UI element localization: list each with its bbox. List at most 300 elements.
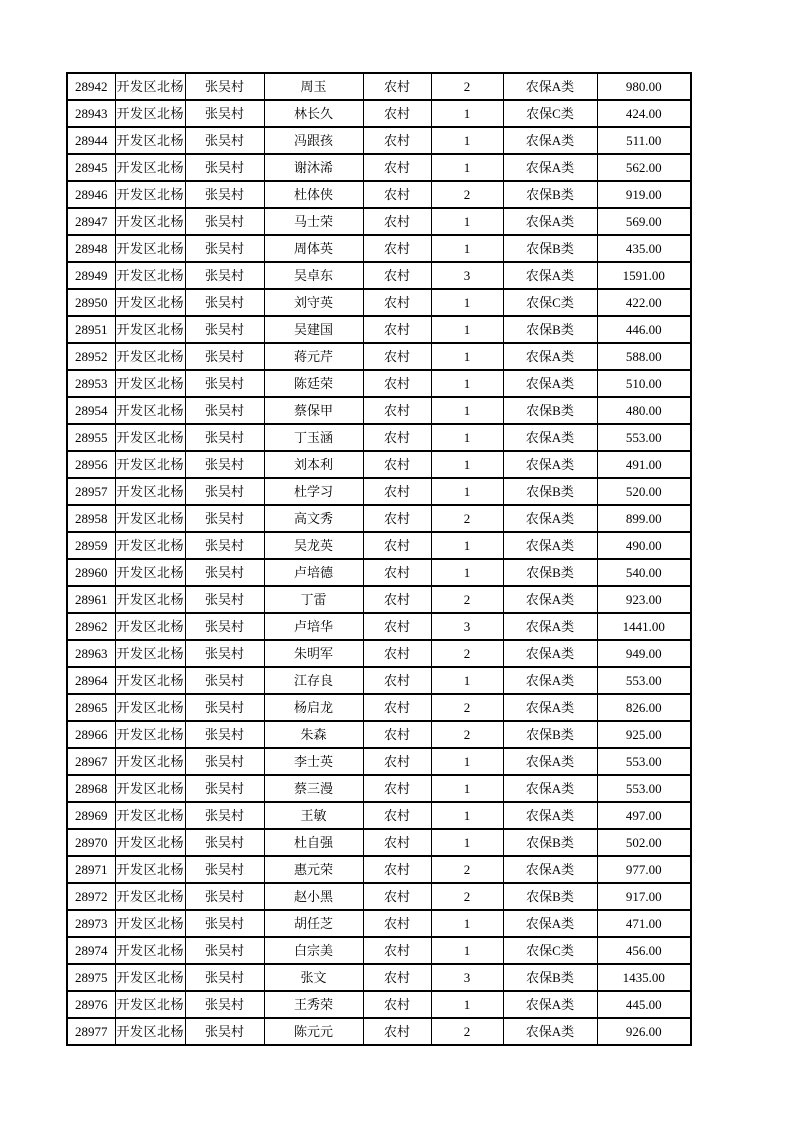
cell-area-type: 农村	[363, 613, 431, 640]
cell-amount: 540.00	[597, 559, 691, 586]
cell-category: 农保B类	[503, 721, 597, 748]
cell-area-type: 农村	[363, 883, 431, 910]
cell-amount: 553.00	[597, 424, 691, 451]
cell-category: 农保A类	[503, 694, 597, 721]
cell-amount: 899.00	[597, 505, 691, 532]
cell-name: 张文	[264, 964, 363, 991]
cell-amount: 826.00	[597, 694, 691, 721]
cell-area-type: 农村	[363, 775, 431, 802]
cell-village: 张吴村	[185, 532, 264, 559]
cell-amount: 480.00	[597, 397, 691, 424]
cell-village: 张吴村	[185, 856, 264, 883]
cell-district: 开发区北杨	[115, 613, 185, 640]
cell-name: 刘本利	[264, 451, 363, 478]
cell-village: 张吴村	[185, 775, 264, 802]
cell-count: 2	[431, 694, 503, 721]
cell-category: 农保A类	[503, 613, 597, 640]
table-row	[67, 775, 691, 802]
table-row	[67, 910, 691, 937]
cell-amount: 569.00	[597, 208, 691, 235]
table-row	[67, 289, 691, 316]
table-row	[67, 667, 691, 694]
cell-area-type: 农村	[363, 478, 431, 505]
cell-district: 开发区北杨	[115, 748, 185, 775]
cell-village: 张吴村	[185, 316, 264, 343]
cell-id: 28953	[67, 370, 115, 397]
cell-count: 1	[431, 559, 503, 586]
cell-amount: 923.00	[597, 586, 691, 613]
cell-district: 开发区北杨	[115, 640, 185, 667]
cell-category: 农保B类	[503, 181, 597, 208]
cell-category: 农保A类	[503, 991, 597, 1018]
cell-village: 张吴村	[185, 694, 264, 721]
table-row	[67, 802, 691, 829]
cell-id: 28954	[67, 397, 115, 424]
cell-village: 张吴村	[185, 181, 264, 208]
cell-area-type: 农村	[363, 127, 431, 154]
cell-name: 李士英	[264, 748, 363, 775]
cell-count: 2	[431, 73, 503, 100]
cell-id: 28968	[67, 775, 115, 802]
cell-district: 开发区北杨	[115, 532, 185, 559]
cell-district: 开发区北杨	[115, 559, 185, 586]
table-row	[67, 100, 691, 127]
table-row	[67, 748, 691, 775]
cell-district: 开发区北杨	[115, 883, 185, 910]
table-row	[67, 694, 691, 721]
cell-area-type: 农村	[363, 721, 431, 748]
cell-area-type: 农村	[363, 262, 431, 289]
cell-id: 28964	[67, 667, 115, 694]
cell-district: 开发区北杨	[115, 667, 185, 694]
cell-count: 2	[431, 586, 503, 613]
payment-table-body	[67, 73, 691, 1045]
cell-id: 28972	[67, 883, 115, 910]
cell-id: 28962	[67, 613, 115, 640]
cell-district: 开发区北杨	[115, 424, 185, 451]
cell-village: 张吴村	[185, 127, 264, 154]
cell-id: 28952	[67, 343, 115, 370]
table-row	[67, 559, 691, 586]
cell-district: 开发区北杨	[115, 505, 185, 532]
cell-area-type: 农村	[363, 100, 431, 127]
cell-village: 张吴村	[185, 964, 264, 991]
cell-name: 高文秀	[264, 505, 363, 532]
cell-amount: 553.00	[597, 748, 691, 775]
cell-village: 张吴村	[185, 424, 264, 451]
cell-count: 1	[431, 397, 503, 424]
cell-district: 开发区北杨	[115, 694, 185, 721]
cell-name: 杨启龙	[264, 694, 363, 721]
cell-count: 1	[431, 829, 503, 856]
cell-village: 张吴村	[185, 559, 264, 586]
cell-area-type: 农村	[363, 640, 431, 667]
cell-id: 28960	[67, 559, 115, 586]
cell-area-type: 农村	[363, 208, 431, 235]
cell-name: 胡任芝	[264, 910, 363, 937]
cell-village: 张吴村	[185, 910, 264, 937]
cell-area-type: 农村	[363, 937, 431, 964]
cell-count: 1	[431, 343, 503, 370]
cell-area-type: 农村	[363, 451, 431, 478]
cell-count: 2	[431, 856, 503, 883]
cell-id: 28951	[67, 316, 115, 343]
cell-id: 28949	[67, 262, 115, 289]
cell-count: 3	[431, 613, 503, 640]
table-row	[67, 73, 691, 100]
cell-district: 开发区北杨	[115, 343, 185, 370]
cell-category: 农保A类	[503, 262, 597, 289]
table-row	[67, 208, 691, 235]
cell-category: 农保A类	[503, 208, 597, 235]
cell-district: 开发区北杨	[115, 73, 185, 100]
cell-category: 农保A类	[503, 775, 597, 802]
cell-area-type: 农村	[363, 559, 431, 586]
cell-name: 陈元元	[264, 1018, 363, 1045]
table-row	[67, 451, 691, 478]
cell-village: 张吴村	[185, 262, 264, 289]
cell-category: 农保B类	[503, 316, 597, 343]
table-row	[67, 640, 691, 667]
cell-id: 28966	[67, 721, 115, 748]
cell-area-type: 农村	[363, 964, 431, 991]
cell-village: 张吴村	[185, 1018, 264, 1045]
cell-amount: 926.00	[597, 1018, 691, 1045]
cell-village: 张吴村	[185, 235, 264, 262]
cell-name: 卢培华	[264, 613, 363, 640]
cell-village: 张吴村	[185, 73, 264, 100]
cell-category: 农保B类	[503, 235, 597, 262]
cell-district: 开发区北杨	[115, 856, 185, 883]
cell-count: 1	[431, 667, 503, 694]
cell-category: 农保A类	[503, 802, 597, 829]
cell-area-type: 农村	[363, 532, 431, 559]
cell-category: 农保B类	[503, 964, 597, 991]
cell-amount: 1591.00	[597, 262, 691, 289]
cell-district: 开发区北杨	[115, 775, 185, 802]
cell-area-type: 农村	[363, 586, 431, 613]
cell-village: 张吴村	[185, 667, 264, 694]
cell-district: 开发区北杨	[115, 127, 185, 154]
cell-name: 丁玉涵	[264, 424, 363, 451]
cell-category: 农保A类	[503, 154, 597, 181]
table-row	[67, 856, 691, 883]
cell-category: 农保A类	[503, 856, 597, 883]
cell-amount: 510.00	[597, 370, 691, 397]
cell-name: 蔡三漫	[264, 775, 363, 802]
cell-village: 张吴村	[185, 721, 264, 748]
cell-amount: 456.00	[597, 937, 691, 964]
table-row	[67, 154, 691, 181]
cell-count: 1	[431, 478, 503, 505]
table-row	[67, 343, 691, 370]
cell-category: 农保A类	[503, 1018, 597, 1045]
cell-district: 开发区北杨	[115, 451, 185, 478]
table-row	[67, 262, 691, 289]
cell-id: 28967	[67, 748, 115, 775]
cell-category: 农保A类	[503, 640, 597, 667]
cell-count: 2	[431, 883, 503, 910]
cell-name: 周玉	[264, 73, 363, 100]
cell-village: 张吴村	[185, 829, 264, 856]
cell-count: 1	[431, 748, 503, 775]
table-row	[67, 586, 691, 613]
cell-count: 2	[431, 721, 503, 748]
cell-name: 朱明军	[264, 640, 363, 667]
cell-category: 农保A类	[503, 667, 597, 694]
cell-id: 28975	[67, 964, 115, 991]
cell-name: 蔡保甲	[264, 397, 363, 424]
cell-name: 刘守英	[264, 289, 363, 316]
cell-category: 农保A类	[503, 73, 597, 100]
cell-area-type: 农村	[363, 370, 431, 397]
cell-id: 28946	[67, 181, 115, 208]
cell-amount: 980.00	[597, 73, 691, 100]
cell-area-type: 农村	[363, 424, 431, 451]
cell-count: 1	[431, 154, 503, 181]
cell-id: 28965	[67, 694, 115, 721]
cell-amount: 490.00	[597, 532, 691, 559]
cell-district: 开发区北杨	[115, 100, 185, 127]
cell-count: 1	[431, 370, 503, 397]
cell-area-type: 农村	[363, 73, 431, 100]
cell-village: 张吴村	[185, 802, 264, 829]
cell-id: 28977	[67, 1018, 115, 1045]
cell-amount: 553.00	[597, 667, 691, 694]
cell-id: 28961	[67, 586, 115, 613]
cell-category: 农保B类	[503, 829, 597, 856]
table-row	[67, 127, 691, 154]
cell-count: 2	[431, 181, 503, 208]
cell-area-type: 农村	[363, 667, 431, 694]
cell-amount: 491.00	[597, 451, 691, 478]
cell-amount: 422.00	[597, 289, 691, 316]
cell-id: 28963	[67, 640, 115, 667]
cell-name: 吴建国	[264, 316, 363, 343]
cell-amount: 553.00	[597, 775, 691, 802]
cell-id: 28969	[67, 802, 115, 829]
cell-count: 1	[431, 208, 503, 235]
cell-name: 冯跟孩	[264, 127, 363, 154]
cell-name: 蒋元芹	[264, 343, 363, 370]
cell-village: 张吴村	[185, 478, 264, 505]
cell-amount: 917.00	[597, 883, 691, 910]
cell-count: 1	[431, 991, 503, 1018]
cell-name: 朱森	[264, 721, 363, 748]
cell-id: 28974	[67, 937, 115, 964]
cell-id: 28948	[67, 235, 115, 262]
cell-area-type: 农村	[363, 505, 431, 532]
cell-district: 开发区北杨	[115, 1018, 185, 1045]
cell-category: 农保C类	[503, 289, 597, 316]
table-row	[67, 478, 691, 505]
cell-area-type: 农村	[363, 694, 431, 721]
cell-amount: 511.00	[597, 127, 691, 154]
cell-village: 张吴村	[185, 370, 264, 397]
cell-id: 28973	[67, 910, 115, 937]
cell-category: 农保A类	[503, 532, 597, 559]
cell-district: 开发区北杨	[115, 181, 185, 208]
cell-id: 28971	[67, 856, 115, 883]
cell-name: 杜学习	[264, 478, 363, 505]
cell-amount: 424.00	[597, 100, 691, 127]
table-row	[67, 613, 691, 640]
cell-id: 28942	[67, 73, 115, 100]
cell-amount: 1435.00	[597, 964, 691, 991]
cell-count: 1	[431, 451, 503, 478]
cell-amount: 471.00	[597, 910, 691, 937]
cell-amount: 446.00	[597, 316, 691, 343]
cell-district: 开发区北杨	[115, 154, 185, 181]
cell-count: 1	[431, 910, 503, 937]
cell-id: 28957	[67, 478, 115, 505]
cell-village: 张吴村	[185, 451, 264, 478]
table-row	[67, 532, 691, 559]
cell-category: 农保C类	[503, 937, 597, 964]
cell-id: 28956	[67, 451, 115, 478]
cell-amount: 1441.00	[597, 613, 691, 640]
cell-amount: 497.00	[597, 802, 691, 829]
table-row	[67, 937, 691, 964]
cell-amount: 562.00	[597, 154, 691, 181]
cell-category: 农保A类	[503, 127, 597, 154]
cell-district: 开发区北杨	[115, 910, 185, 937]
cell-name: 谢沐浠	[264, 154, 363, 181]
cell-village: 张吴村	[185, 640, 264, 667]
cell-village: 张吴村	[185, 991, 264, 1018]
cell-id: 28947	[67, 208, 115, 235]
cell-category: 农保A类	[503, 451, 597, 478]
cell-count: 2	[431, 1018, 503, 1045]
table-row	[67, 721, 691, 748]
cell-amount: 435.00	[597, 235, 691, 262]
cell-amount: 949.00	[597, 640, 691, 667]
table-row	[67, 991, 691, 1018]
cell-category: 农保A类	[503, 505, 597, 532]
cell-category: 农保B类	[503, 397, 597, 424]
cell-name: 周体英	[264, 235, 363, 262]
cell-village: 张吴村	[185, 586, 264, 613]
cell-category: 农保B类	[503, 883, 597, 910]
cell-category: 农保B类	[503, 478, 597, 505]
cell-area-type: 农村	[363, 991, 431, 1018]
cell-village: 张吴村	[185, 937, 264, 964]
cell-village: 张吴村	[185, 613, 264, 640]
cell-area-type: 农村	[363, 748, 431, 775]
cell-category: 农保A类	[503, 748, 597, 775]
cell-area-type: 农村	[363, 235, 431, 262]
cell-name: 杜自强	[264, 829, 363, 856]
cell-count: 1	[431, 235, 503, 262]
table-row	[67, 181, 691, 208]
cell-area-type: 农村	[363, 397, 431, 424]
table-row	[67, 370, 691, 397]
cell-village: 张吴村	[185, 154, 264, 181]
cell-count: 3	[431, 964, 503, 991]
cell-area-type: 农村	[363, 316, 431, 343]
cell-name: 吴龙英	[264, 532, 363, 559]
cell-category: 农保B类	[503, 559, 597, 586]
cell-amount: 520.00	[597, 478, 691, 505]
cell-count: 2	[431, 505, 503, 532]
cell-count: 2	[431, 640, 503, 667]
cell-name: 王敏	[264, 802, 363, 829]
cell-id: 28958	[67, 505, 115, 532]
cell-id: 28944	[67, 127, 115, 154]
table-row	[67, 829, 691, 856]
cell-village: 张吴村	[185, 289, 264, 316]
cell-name: 卢培德	[264, 559, 363, 586]
cell-district: 开发区北杨	[115, 829, 185, 856]
cell-name: 江存良	[264, 667, 363, 694]
cell-name: 白宗美	[264, 937, 363, 964]
cell-village: 张吴村	[185, 343, 264, 370]
cell-category: 农保A类	[503, 586, 597, 613]
cell-count: 1	[431, 100, 503, 127]
cell-name: 陈廷荣	[264, 370, 363, 397]
cell-village: 张吴村	[185, 100, 264, 127]
cell-district: 开发区北杨	[115, 991, 185, 1018]
cell-name: 林长久	[264, 100, 363, 127]
cell-category: 农保A类	[503, 910, 597, 937]
table-row	[67, 235, 691, 262]
cell-count: 1	[431, 289, 503, 316]
table-row	[67, 883, 691, 910]
cell-count: 3	[431, 262, 503, 289]
cell-area-type: 农村	[363, 154, 431, 181]
table-row	[67, 1018, 691, 1045]
payment-table	[66, 72, 692, 1046]
cell-amount: 588.00	[597, 343, 691, 370]
payment-table-container	[66, 72, 690, 1046]
cell-district: 开发区北杨	[115, 802, 185, 829]
cell-area-type: 农村	[363, 181, 431, 208]
cell-district: 开发区北杨	[115, 316, 185, 343]
cell-name: 吴卓东	[264, 262, 363, 289]
cell-district: 开发区北杨	[115, 478, 185, 505]
cell-category: 农保A类	[503, 343, 597, 370]
cell-id: 28945	[67, 154, 115, 181]
cell-village: 张吴村	[185, 883, 264, 910]
cell-id: 28959	[67, 532, 115, 559]
cell-village: 张吴村	[185, 505, 264, 532]
table-row	[67, 316, 691, 343]
cell-count: 1	[431, 127, 503, 154]
cell-area-type: 农村	[363, 1018, 431, 1045]
cell-area-type: 农村	[363, 856, 431, 883]
cell-count: 1	[431, 424, 503, 451]
cell-id: 28970	[67, 829, 115, 856]
cell-area-type: 农村	[363, 829, 431, 856]
cell-district: 开发区北杨	[115, 289, 185, 316]
cell-count: 1	[431, 937, 503, 964]
table-row	[67, 424, 691, 451]
table-row	[67, 505, 691, 532]
cell-district: 开发区北杨	[115, 235, 185, 262]
cell-name: 马士荣	[264, 208, 363, 235]
cell-category: 农保A类	[503, 370, 597, 397]
cell-district: 开发区北杨	[115, 586, 185, 613]
cell-id: 28955	[67, 424, 115, 451]
cell-id: 28976	[67, 991, 115, 1018]
cell-name: 丁雷	[264, 586, 363, 613]
cell-count: 1	[431, 775, 503, 802]
cell-district: 开发区北杨	[115, 262, 185, 289]
cell-count: 1	[431, 802, 503, 829]
cell-district: 开发区北杨	[115, 721, 185, 748]
cell-district: 开发区北杨	[115, 937, 185, 964]
cell-name: 王秀荣	[264, 991, 363, 1018]
